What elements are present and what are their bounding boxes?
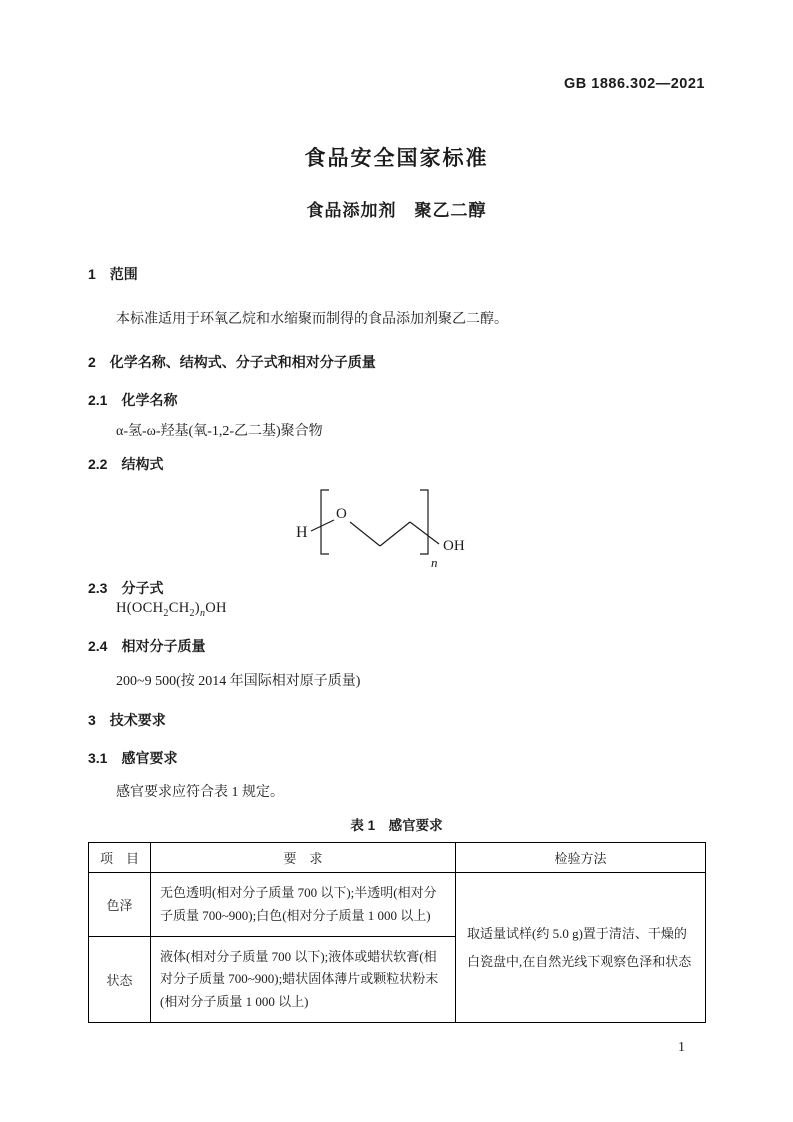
formula-part: H(OCH	[116, 600, 164, 616]
formula-part: )	[194, 600, 200, 616]
section-2-4-heading: 2.4 相对分子质量	[88, 638, 206, 654]
table-header-row	[89, 843, 706, 873]
atom-o-label: O	[336, 506, 347, 522]
chemical-name-text: α-氢-ω-羟基(氧-1,2-乙二基)聚合物	[116, 424, 323, 439]
cell-item-state: 状态	[89, 937, 151, 1023]
table-header-requirement: 要 求	[151, 843, 456, 873]
section-1-heading: 1 范围	[88, 266, 138, 282]
section-2-3-heading: 2.3 分子式	[88, 580, 164, 596]
right-bracket	[420, 490, 428, 554]
section-2-1-heading: 2.1 化学名称	[88, 392, 178, 408]
repeat-n-label: n	[431, 555, 438, 570]
cell-item-color: 色泽	[89, 873, 151, 937]
section-3-heading: 3 技术要求	[88, 712, 166, 728]
molecular-mass-text: 200~9 500(按 2014 年国际相对原子质量)	[116, 674, 361, 689]
formula-part: OH	[205, 600, 227, 616]
structural-formula-diagram	[290, 482, 510, 574]
section-2-2-heading: 2.2 结构式	[88, 456, 164, 472]
section-2-heading: 2 化学名称、结构式、分子式和相对分子质量	[88, 354, 376, 370]
table-1-caption: 表 1 感官要求	[350, 818, 443, 833]
cell-requirement-color: 无色透明(相对分子质量 700 以下);半透明(相对分子质量 700~900);白色(相对分子质量 1 000 以上)	[151, 873, 456, 937]
table-header-item: 项 目	[89, 843, 151, 873]
table-header-method: 检验方法	[456, 843, 706, 873]
formula-subscript: 2	[189, 607, 195, 619]
left-bracket	[321, 490, 329, 554]
cell-requirement-state: 液体(相对分子质量 700 以下);液体或蜡状软膏(相对分子质量 700~900);蜡状固体薄片或颗粒状粉末(相对分子质量 1 000 以上)	[151, 937, 456, 1023]
atom-oh-label: OH	[443, 538, 465, 554]
atom-h-label: H	[296, 524, 308, 541]
section-1-body: 本标准适用于环氧乙烷和水缩聚而制得的食品添加剂聚乙二醇。	[116, 312, 508, 327]
section-3-1-heading: 3.1 感官要求	[88, 750, 178, 766]
structural-formula-svg	[290, 482, 510, 574]
document-subtitle: 食品添加剂 聚乙二醇	[306, 201, 487, 220]
molecular-formula	[116, 600, 227, 619]
section-3-1-body: 感官要求应符合表 1 规定。	[116, 785, 284, 800]
table-row-color	[89, 873, 706, 937]
formula-subscript: 2	[163, 607, 169, 619]
table-sensory-requirements	[88, 842, 706, 1023]
formula-subscript-n: n	[199, 607, 206, 619]
cell-inspection-method: 取适量试样(约 5.0 g)置于清洁、干燥的白瓷盘中,在自然光线下观察色泽和状态	[456, 873, 706, 1023]
standard-number: GB 1886.302—2021	[563, 76, 705, 92]
page-number: 1	[678, 1040, 685, 1055]
formula-part: CH	[168, 600, 190, 616]
document-title: 食品安全国家标准	[304, 147, 489, 170]
